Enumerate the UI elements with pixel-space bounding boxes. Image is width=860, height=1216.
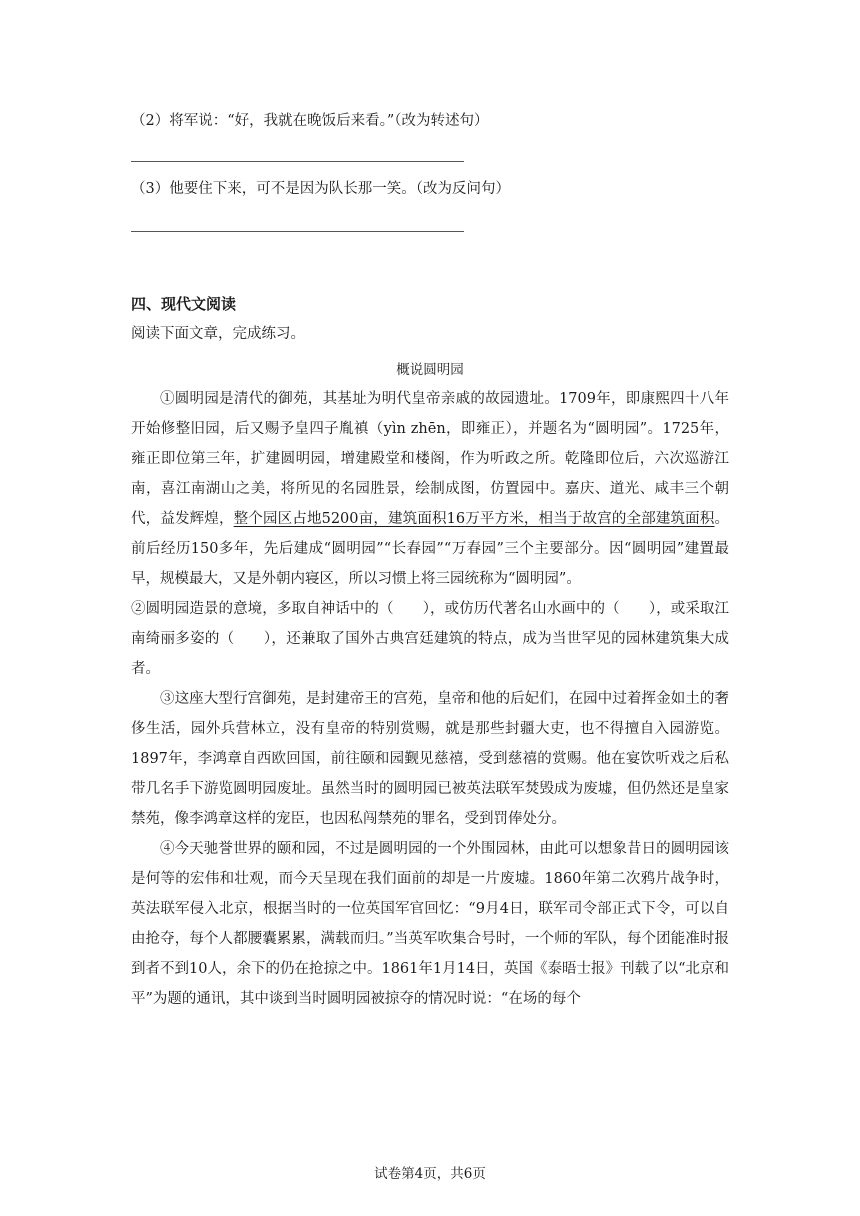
paragraph-4: ④今天驰誉世界的颐和园，不过是圆明园的一个外围园林，由此可以想象昔日的圆明园该是何等的宏伟和壮观，而今天呈现在我们面前的却是一片废墟。1860年第二次鸦片战争时，英法联军侵入北京，根据当时的一位英国军官回忆：“9月4日，联军司令部正式下令，可以自由抢夺，每个人都腰囊累累，满载而归。”当英军吹集合号时，一个师的军队，每个团能准时报到者不到10人，余下的仍在抢掠之中。1861年1月14日，英国《泰晤士报》刊载了以“北京和平”为题的通讯，其中谈到当时圆明园被掠夺的情况时说：“在场的每个 [131, 841, 729, 1007]
question-3: （3）他要住下来，可不是因为队长那一笑。（改为反问句） [131, 181, 510, 197]
paragraph-1 [131, 384, 729, 594]
section-heading: 四、现代文阅读 [131, 295, 237, 313]
page-footer: 试卷第4页，共6页 [374, 1166, 486, 1182]
paragraph-3: ③这座大型行宫御苑，是封建帝王的宫苑，皇帝和他的后妃们，在园中过着挥金如土的奢侈生活，园外兵营林立，没有皇帝的特别赏赐，就是那些封疆大吏，也不得擅自入园游览。1897年，李鸿章自西欧回国，前往颐和园觐见慈禧，受到慈禧的赏赐。他在宴饮听戏之后私带几名手下游览圆明园废址。虽然当时的圆明园已被英法联军焚毁成为废墟，但仍然还是皇家禁苑，像李鸿章这样的宠臣，也因私闯禁苑的罪名，受到罚俸处分。 [131, 691, 729, 827]
question-2: （2）将军说：“好，我就在晚饭后来看。”（改为转述句） [131, 113, 489, 129]
answer-line-2[interactable] [131, 161, 464, 162]
answer-line-3[interactable] [131, 231, 464, 232]
section-instruction: 阅读下面文章，完成练习。 [131, 326, 305, 342]
paragraph-1-text-a: ①圆明园是清代的御苑，其基址为明代皇帝亲戚的故园遗址。1709年，即康熙四十八年开始修整旧园，后又赐予皇四子胤禛（yìn zhēn，即雍正），并题名为“圆明园”。1725年，雍正即位第三年，扩建圆明园，增建殿堂和楼阁，作为听政之所。乾隆即位后，六次巡游江南，喜江南湖山之美，将所见的名园胜景，绘制成图，仿置园中。嘉庆、道光、咸丰三个朝代，益发辉煌， [131, 391, 729, 527]
paragraph-1-text-b: 。前后经历150多年，先后建成“圆明园”“长春园”“万春园”三个主要部分。因“圆明园”建置最早，规模最大，又是外朝内寝区，所以习惯上将三园统称为“圆明园”。 [131, 511, 729, 587]
article-title: 概说圆明园 [396, 362, 464, 378]
paragraph-2: ②圆明园造景的意境，多取自神话中的（ ），或仿历代著名山水画中的（ ），或采取江南绮丽多姿的（ ），还兼取了国外古典宫廷建筑的特点，成为当世罕见的园林建筑集大成者。 [131, 601, 729, 677]
underlined-sentence: 整个园区占地5200亩，建筑面积16万平方米，相当于故宫的全部建筑面积 [233, 511, 715, 527]
article-body [131, 384, 729, 1014]
